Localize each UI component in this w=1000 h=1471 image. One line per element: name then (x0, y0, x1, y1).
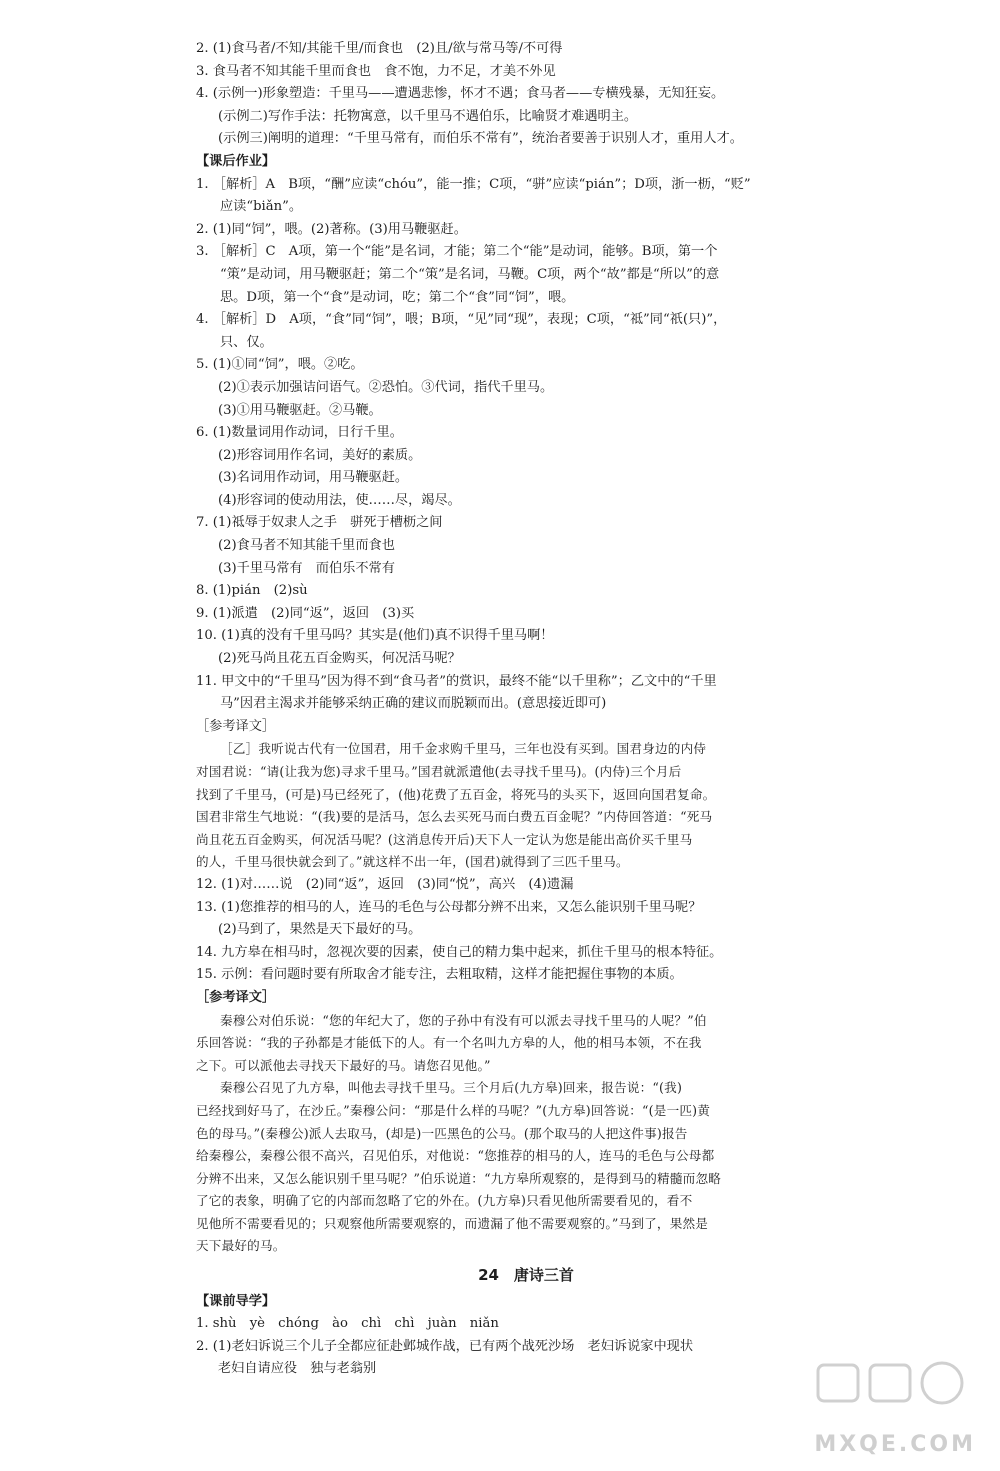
homework-line: (2)形容词用作名词，美好的素质。 (218, 447, 422, 463)
reference-translation-line: 乐回答说：“我的子孙都是才能低下的人。有一个名叫九方皋的人，他的相马本领，不在我 (196, 1035, 702, 1051)
homework-line: (3)①用马鞭驱赶。②马鞭。 (218, 402, 382, 418)
reference-translation-line: 尚且花五百金购买，何况活马呢？(这消息传开后)天下人一定认为您是能出高价买千里马 (196, 831, 693, 847)
homework-line: 15. 示例：看问题时要有所取舍才能专注，去粗取精，这样才能把握住事物的本质。 (196, 967, 683, 983)
reference-translation-line: 秦穆公对伯乐说：“您的年纪大了，您的子孙中有没有可以派去寻找千里马的人呢？”伯 (220, 1012, 707, 1028)
reference-translation-label: ［参考译文］ (196, 718, 276, 734)
reference-translation-line: ［乙］我听说古代有一位国君，用千金求购千里马，三年也没有买到。国君身边的内侍 (220, 741, 707, 757)
homework-line: 3. ［解析］C A项，第一个“能”是名词，才能；第二个“能”是动词，能够。B项，第一个 (196, 244, 718, 260)
reference-translation-line: 找到了千里马，(可是)马已经死了，(他)花费了五百金，将死马的头买下，返回向国君复命。 (196, 786, 716, 802)
homework-line: 应读“biǎn”。 (220, 199, 303, 215)
homework-line: (4)形容词的使动用法，使……尽，竭尽。 (218, 492, 461, 508)
reference-translation-line: 色的母马。”(秦穆公)派人去取马，(却是)一匹黑色的公马。(那个取马的人把这件事)报告 (196, 1125, 688, 1141)
reference-translation-line: 给秦穆公，秦穆公很不高兴，召见伯乐，对他说：“您推荐的相马的人，连马的毛色与公母都 (196, 1148, 715, 1164)
homework-line: 1. ［解析］A B项，“酬”应读“chóu”，能一推；C项，“骈”应读“pián”；D项，浙一枥，“贬” (196, 176, 751, 192)
lesson-title: 24 唐诗三首 (478, 1266, 574, 1285)
section-header-prestudy: 【课前导学】 (196, 1293, 276, 1309)
homework-line: 7. (1)祗辱于奴隶人之手 骈死于槽枥之间 (196, 515, 443, 531)
homework-line: 只、仅。 (220, 334, 273, 350)
section-header-homework: 【课后作业】 (196, 153, 276, 169)
homework-line: 2. (1)同“饲”，喂。(2)著称。(3)用马鞭驱赶。 (196, 221, 467, 237)
homework-line: “策”是动词，用马鞭驱赶；第二个“策”是名词，马鞭。C项，两个“故”都是“所以”的意 (220, 266, 720, 282)
reference-translation-line: 天下最好的马。 (196, 1238, 286, 1254)
homework-line: (2)死马尚且花五百金购买，何况活马呢？ (218, 651, 461, 667)
reference-translation-line: 见他所不需要看见的；只观察他所需要观察的，而遗漏了他不需要观察的。”马到了，果然是 (196, 1215, 709, 1231)
answer-line-2: 2. (1)食马者/不知/其能千里/而食也 (2)且/欲与常马等/不可得 (196, 41, 563, 56)
answer-line-4-example-2: (示例二)写作手法：托物寓意，以千里马不遇伯乐，比喻贤才难遇明主。 (218, 108, 638, 124)
homework-line: 12. (1)对……说 (2)同“返”，返回 (3)同“悦”，高兴 (4)遗漏 (196, 876, 574, 892)
watermark-text: MXQE.COM (814, 1432, 976, 1457)
answer-line-3: 3. 食马者不知其能千里而食也 食不饱，力不足，才美不外见 (196, 63, 556, 79)
answer-line-4: 4. (示例一)形象塑造：千里马——遭遇悲惨，怀才不遇；食马者——专横残暴，无知狂妄。 (196, 86, 725, 102)
homework-line: 13. (1)您推荐的相马的人，连马的毛色与公母都分辨不出来，又怎么能识别千里马呢？ (196, 899, 702, 915)
reference-translation-line: 分辨不出来，又怎么能识别千里马呢？”伯乐说道：“九方皋所观察的，是得到马的精髓而忽略 (196, 1170, 722, 1186)
homework-line: 10. (1)真的没有千里马吗？其实是(他们)真不识得千里马啊！ (196, 628, 554, 644)
homework-line: (2)①表示加强诘问语气。②恐怕。③代词，指代千里马。 (218, 379, 554, 395)
reference-translation-line: 之下。可以派他去寻找天下最好的马。请您召见他。” (196, 1057, 491, 1073)
reference-translation-line: 国君非常生气地说：“(我)要的是活马，怎么去买死马而白费五百金呢？”内侍回答道：“死马 (196, 809, 713, 825)
prestudy-line: 2. (1)老妇诉说三个儿子全都应征赴邺城作战，已有两个战死沙场 老妇诉说家中现状 (196, 1338, 694, 1354)
prestudy-line: 1. shù yè chóng ào chì chì juàn niǎn (196, 1316, 499, 1332)
prestudy-line: 老妇自请应役 独与老翁别 (218, 1361, 377, 1377)
answer-content (196, 38, 836, 1381)
homework-line: 5. (1)①同“饲”，喂。②吃。 (196, 357, 364, 373)
homework-line: 思。D项，第一个“食”是动词，吃；第二个“食”同“饲”，喂。 (220, 289, 575, 305)
reference-translation-line: 的人，千里马很快就会到了。”就这样不出一年，(国君)就得到了三匹千里马。 (196, 854, 629, 870)
reference-translation-line: 对国君说：“请(让我为您)寻求千里马。”国君就派遣他(去寻找千里马)。(内侍)三个月后 (196, 764, 682, 779)
homework-line: (2)食马者不知其能千里而食也 (218, 538, 395, 554)
reference-translation-line: 了它的表象，明确了它的内部而忽略了它的外在。(九方皋)只看见他所需要看见的，看不 (196, 1193, 693, 1209)
homework-line: 马”因君主渴求并能够采纳正确的建议而脱颖而出。(意思接近即可) (220, 696, 607, 712)
reference-translation-label: ［参考译文］ (196, 989, 276, 1005)
homework-line: 8. (1)pián (2)sù (196, 583, 308, 599)
homework-line: 11. 甲文中的“千里马”因为得不到“食马者”的赏识，最终不能“以千里称”；乙文中的“千里 (196, 673, 717, 689)
answer-line-4-example-3: (示例三)阐明的道理：“千里马常有，而伯乐不常有”，统治者要善于识别人才，重用人才。 (218, 131, 743, 147)
homework-line: (3)千里马常有 而伯乐不常有 (218, 560, 395, 576)
homework-line: 9. (1)派遣 (2)同“返”，返回 (3)买 (196, 605, 415, 621)
homework-line: (3)名词用作动词，用马鞭驱赶。 (218, 470, 409, 486)
homework-line: 14. 九方皋在相马时，忽视次要的因素，使自己的精力集中起来，抓住千里马的根本特征。 (196, 944, 723, 960)
reference-translation-line: 已经找到好马了，在沙丘。”秦穆公问：“那是什么样的马呢？”(九方皋)回答说：“(是一匹)黄 (196, 1102, 711, 1118)
homework-line: (2)马到了，果然是天下最好的马。 (218, 922, 422, 938)
homework-line: 6. (1)数量词用作动词，日行千里。 (196, 425, 403, 441)
homework-line: 4. ［解析］D A项，“食”同“饲”，喂；B项，“见”同“现”，表现；C项，“祗”同“祇(只)”， (196, 312, 727, 328)
reference-translation-line: 秦穆公召见了九方皋，叫他去寻找千里马。三个月后(九方皋)回来，报告说：“(我) (220, 1080, 683, 1096)
